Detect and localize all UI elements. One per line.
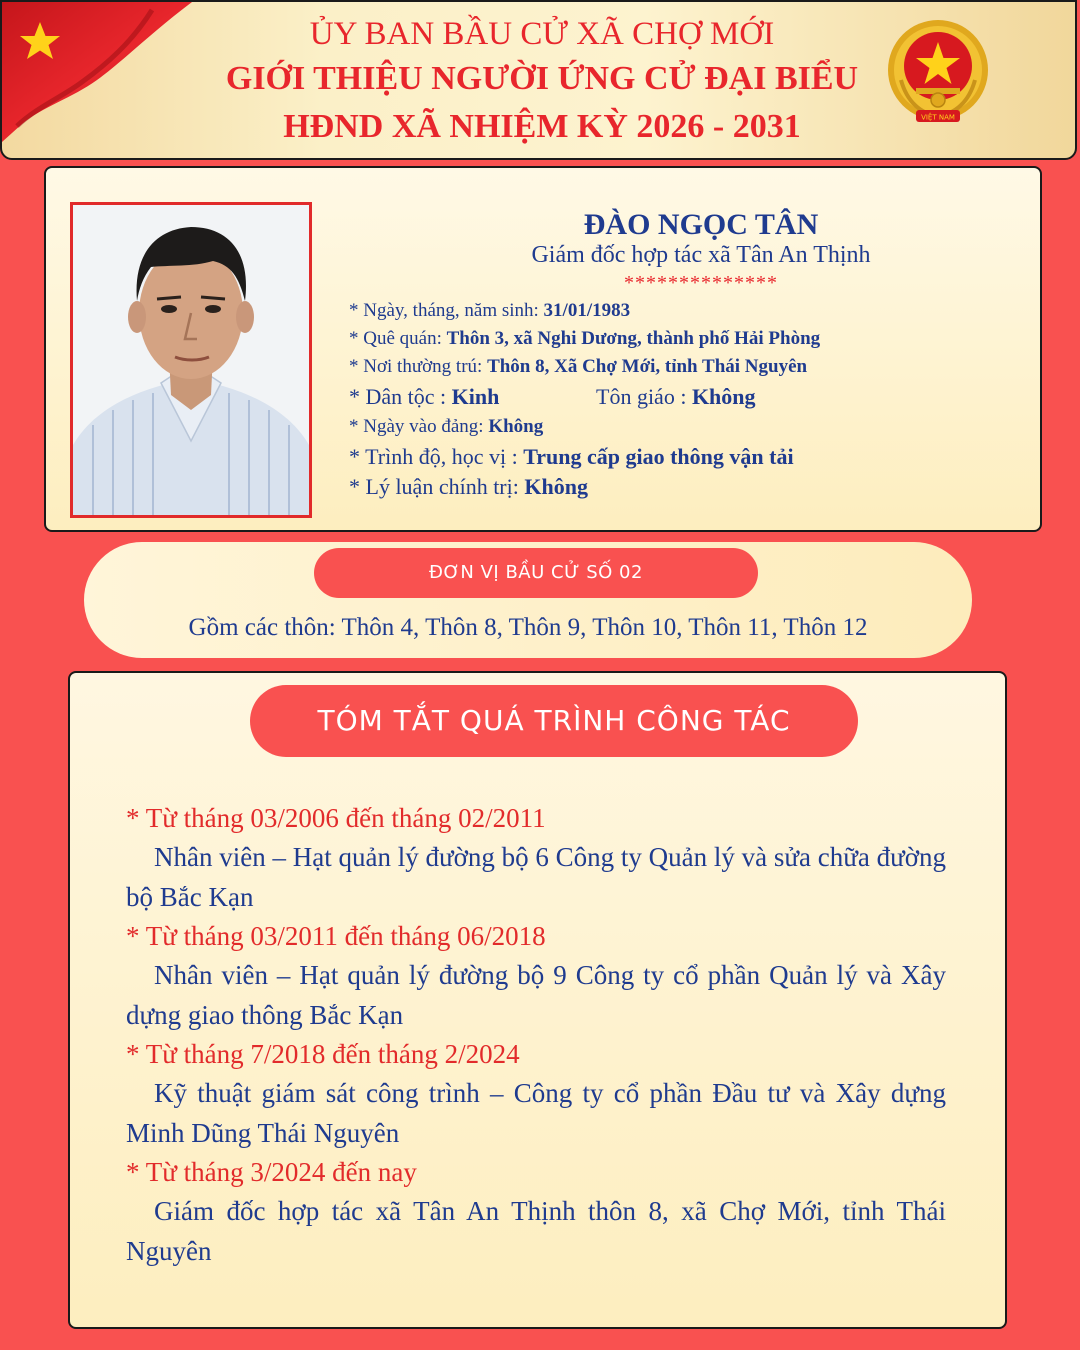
election-committee-title: ỦY BAN BẦU CỬ XÃ CHỢ MỚI: [309, 16, 775, 52]
candidate-info-card: [44, 166, 1042, 532]
electoral-unit-box: [84, 542, 972, 658]
candidate-photo: [70, 202, 312, 518]
religion-value: Không: [691, 384, 756, 409]
history-job: Giám đốc hợp tác xã Tân An Thịnh thôn 8, xã Chợ Mới, tỉnh Thái Nguyên: [126, 1196, 946, 1266]
religion-field: [596, 384, 756, 410]
introduction-title: GIỚI THIỆU NGƯỜI ỨNG CỬ ĐẠI BIỂU: [225, 60, 859, 97]
history-job: Nhân viên – Hạt quản lý đường bộ 9 Công ty cổ phần Quản lý và Xây dựng giao thông Bắc Kạn: [126, 960, 946, 1030]
education-label: * Trình độ, học vị :: [349, 444, 524, 469]
term-title: HĐND XÃ NHIỆM KỲ 2026 - 2031: [283, 108, 801, 145]
star-divider: **************: [624, 272, 778, 294]
electoral-unit-title: ĐƠN VỊ BẦU CỬ SỐ 02: [314, 548, 758, 598]
politics-value: Không: [524, 474, 588, 499]
history-period: * Từ tháng 3/2024 đến nay: [126, 1157, 417, 1187]
national-emblem-icon: [883, 18, 993, 130]
portrait-image: [73, 205, 309, 515]
hometown-field: [349, 328, 820, 350]
politics-label: * Lý luận chính trị:: [349, 474, 525, 499]
emblem-label: VIỆT NAM: [921, 113, 955, 122]
vietnam-flag-icon: [2, 2, 202, 160]
history-period: * Từ tháng 03/2011 đến tháng 06/2018: [126, 921, 546, 951]
residence-value: Thôn 8, Xã Chợ Mới, tỉnh Thái Nguyên: [487, 356, 808, 377]
work-history-title: TÓM TẮT QUÁ TRÌNH CÔNG TÁC: [250, 685, 858, 757]
history-job: Kỹ thuật giám sát công trình – Công ty cổ phần Đầu tư và Xây dựng Minh Dũng Thái Nguyên: [126, 1078, 946, 1148]
dob-field: [349, 300, 630, 322]
dob-value: 31/01/1983: [543, 300, 631, 321]
electoral-unit-villages: Gồm các thôn: Thôn 4, Thôn 8, Thôn 9, Thôn 10, Thôn 11, Thôn 12: [188, 614, 868, 641]
candidate-name: ĐÀO NGỌC TÂN: [583, 208, 819, 241]
hometown-label: * Quê quán:: [349, 328, 447, 349]
dob-label: * Ngày, tháng, năm sinh:: [349, 300, 544, 321]
ethnicity-label: * Dân tộc :: [349, 384, 452, 409]
party-field: [349, 416, 543, 438]
header-banner: [0, 0, 1077, 160]
history-period: * Từ tháng 7/2018 đến tháng 2/2024: [126, 1039, 520, 1069]
residence-label: * Nơi thường trú:: [349, 356, 488, 377]
hometown-value: Thôn 3, xã Nghi Dương, thành phố Hải Phòng: [446, 328, 821, 349]
education-value: Trung cấp giao thông vận tải: [523, 444, 794, 469]
religion-label: Tôn giáo :: [596, 384, 692, 409]
history-job: Nhân viên – Hạt quản lý đường bộ 6 Công ty Quản lý và sửa chữa đường bộ Bắc Kạn: [126, 842, 946, 912]
history-period: * Từ tháng 03/2006 đến tháng 02/2011: [126, 803, 546, 833]
work-history-list: [126, 799, 946, 1271]
work-history-card: [68, 671, 1007, 1329]
ethnicity-value: Kinh: [451, 384, 500, 409]
politics-field: [349, 474, 588, 500]
party-label: * Ngày vào đảng:: [349, 416, 489, 437]
education-field: [349, 444, 794, 470]
party-value: Không: [488, 416, 544, 437]
residence-field: [349, 356, 807, 378]
candidate-position: Giám đốc hợp tác xã Tân An Thịnh: [531, 242, 871, 268]
ethnicity-field: [349, 384, 499, 410]
